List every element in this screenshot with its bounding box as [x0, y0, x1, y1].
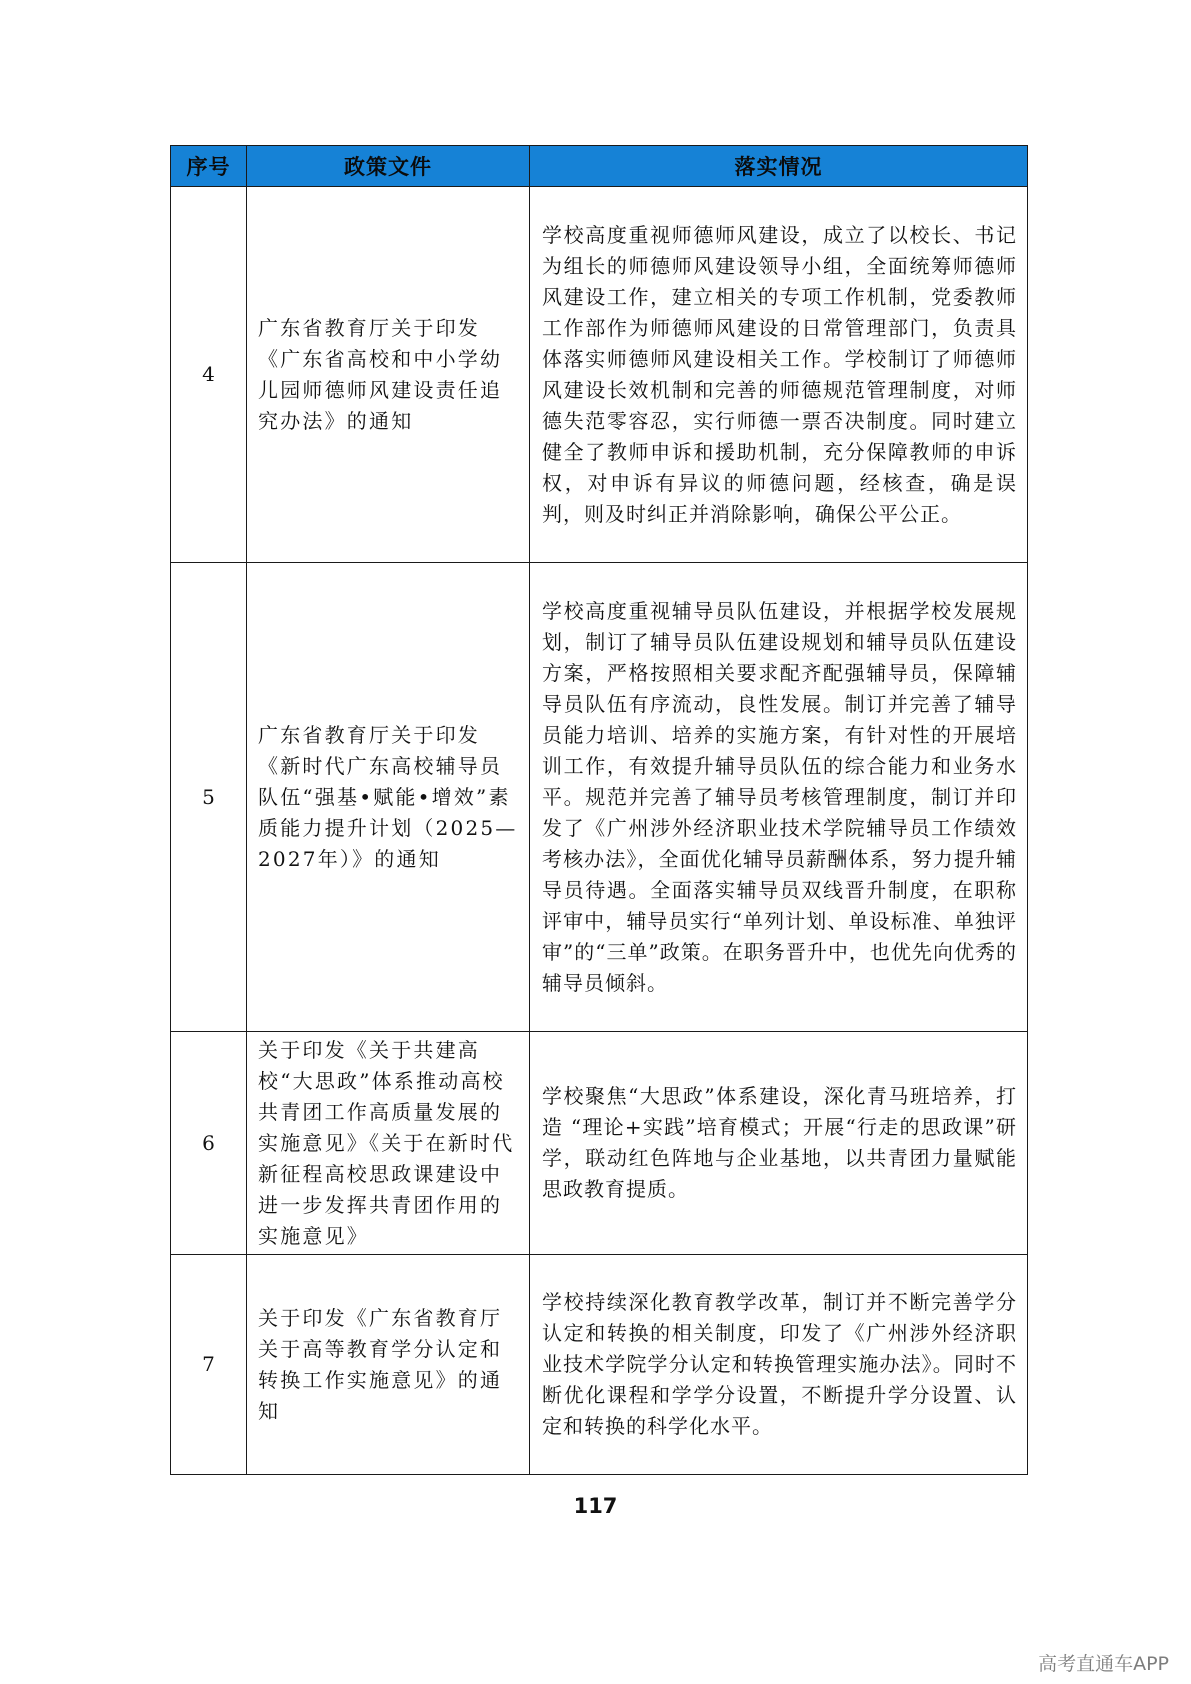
implementation-cell: 学校聚焦“大思政”体系建设，深化青马班培养，打造 “理论+实践”培育模式；开展“行走的思政课”研学，联动红色阵地与企业基地，以共青团力量赋能思政教育提质。: [530, 1032, 1028, 1255]
header-implementation-status: 落实情况: [530, 146, 1028, 187]
policy-document-cell: 广东省教育厅关于印发《新时代广东高校辅导员队伍“强基•赋能•增效”素质能力提升计划（2025—2027年）》的通知: [247, 563, 530, 1032]
table-row: [171, 1255, 1028, 1475]
serial-number-cell: 5: [171, 563, 247, 1032]
policy-document-cell: 关于印发《关于共建高校“大思政”体系推动高校共青团工作高质量发展的实施意见》《关于在新时代新征程高校思政课建设中进一步发挥共青团作用的实施意见》: [247, 1032, 530, 1255]
app-watermark: 高考直通车APP: [1038, 1653, 1169, 1675]
policy-document-cell: 关于印发《广东省教育厅关于高等教育学分认定和转换工作实施意见》的通知: [247, 1255, 530, 1475]
header-serial-number: 序号: [171, 146, 247, 187]
policy-document-cell: 广东省教育厅关于印发《广东省高校和中小学幼儿园师德师风建设责任追究办法》的通知: [247, 187, 530, 563]
table-row: [171, 187, 1028, 563]
table-row: [171, 563, 1028, 1032]
implementation-cell: 学校高度重视辅导员队伍建设，并根据学校发展规划，制订了辅导员队伍建设规划和辅导员队伍建设方案，严格按照相关要求配齐配强辅导员，保障辅导员队伍有序流动，良性发展。制订并完善了辅导员能力培训、培养的实施方案，有针对性的开展培训工作，有效提升辅导员队伍的综合能力和业务水平。规范并完善了辅导员考核管理制度，制订并印发了《广州涉外经济职业技术学院辅导员工作绩效考核办法》，全面优化辅导员薪酬体系，努力提升辅导员待遇。全面落实辅导员双线晋升制度，在职称评审中，辅导员实行“单列计划、单设标准、单独评审”的“三单”政策。在职务晋升中，也优先向优秀的辅导员倾斜。: [530, 563, 1028, 1032]
table-header-row: [171, 146, 1028, 187]
implementation-cell: 学校高度重视师德师风建设，成立了以校长、书记为组长的师德师风建设领导小组，全面统筹师德师风建设工作，建立相关的专项工作机制，党委教师工作部作为师德师风建设的日常管理部门，负责具体落实师德师风建设相关工作。学校制订了师德师风建设长效机制和完善的师德规范管理制度，对师德失范零容忍，实行师德一票否决制度。同时建立健全了教师申诉和援助机制，充分保障教师的申诉权，对申诉有异议的师德问题，经核查，确是误判，则及时纠正并消除影响，确保公平公正。: [530, 187, 1028, 563]
table-row: [171, 1032, 1028, 1255]
serial-number-cell: 7: [171, 1255, 247, 1475]
policy-implementation-table: [170, 145, 1028, 1475]
header-policy-document: 政策文件: [247, 146, 530, 187]
serial-number-cell: 4: [171, 187, 247, 563]
implementation-cell: 学校持续深化教育教学改革，制订并不断完善学分认定和转换的相关制度，印发了《广州涉外经济职业技术学院学分认定和转换管理实施办法》。同时不断优化课程和学学分设置，不断提升学分设置、认定和转换的科学化水平。: [530, 1255, 1028, 1475]
page-number: 117: [573, 1494, 618, 1518]
serial-number-cell: 6: [171, 1032, 247, 1255]
